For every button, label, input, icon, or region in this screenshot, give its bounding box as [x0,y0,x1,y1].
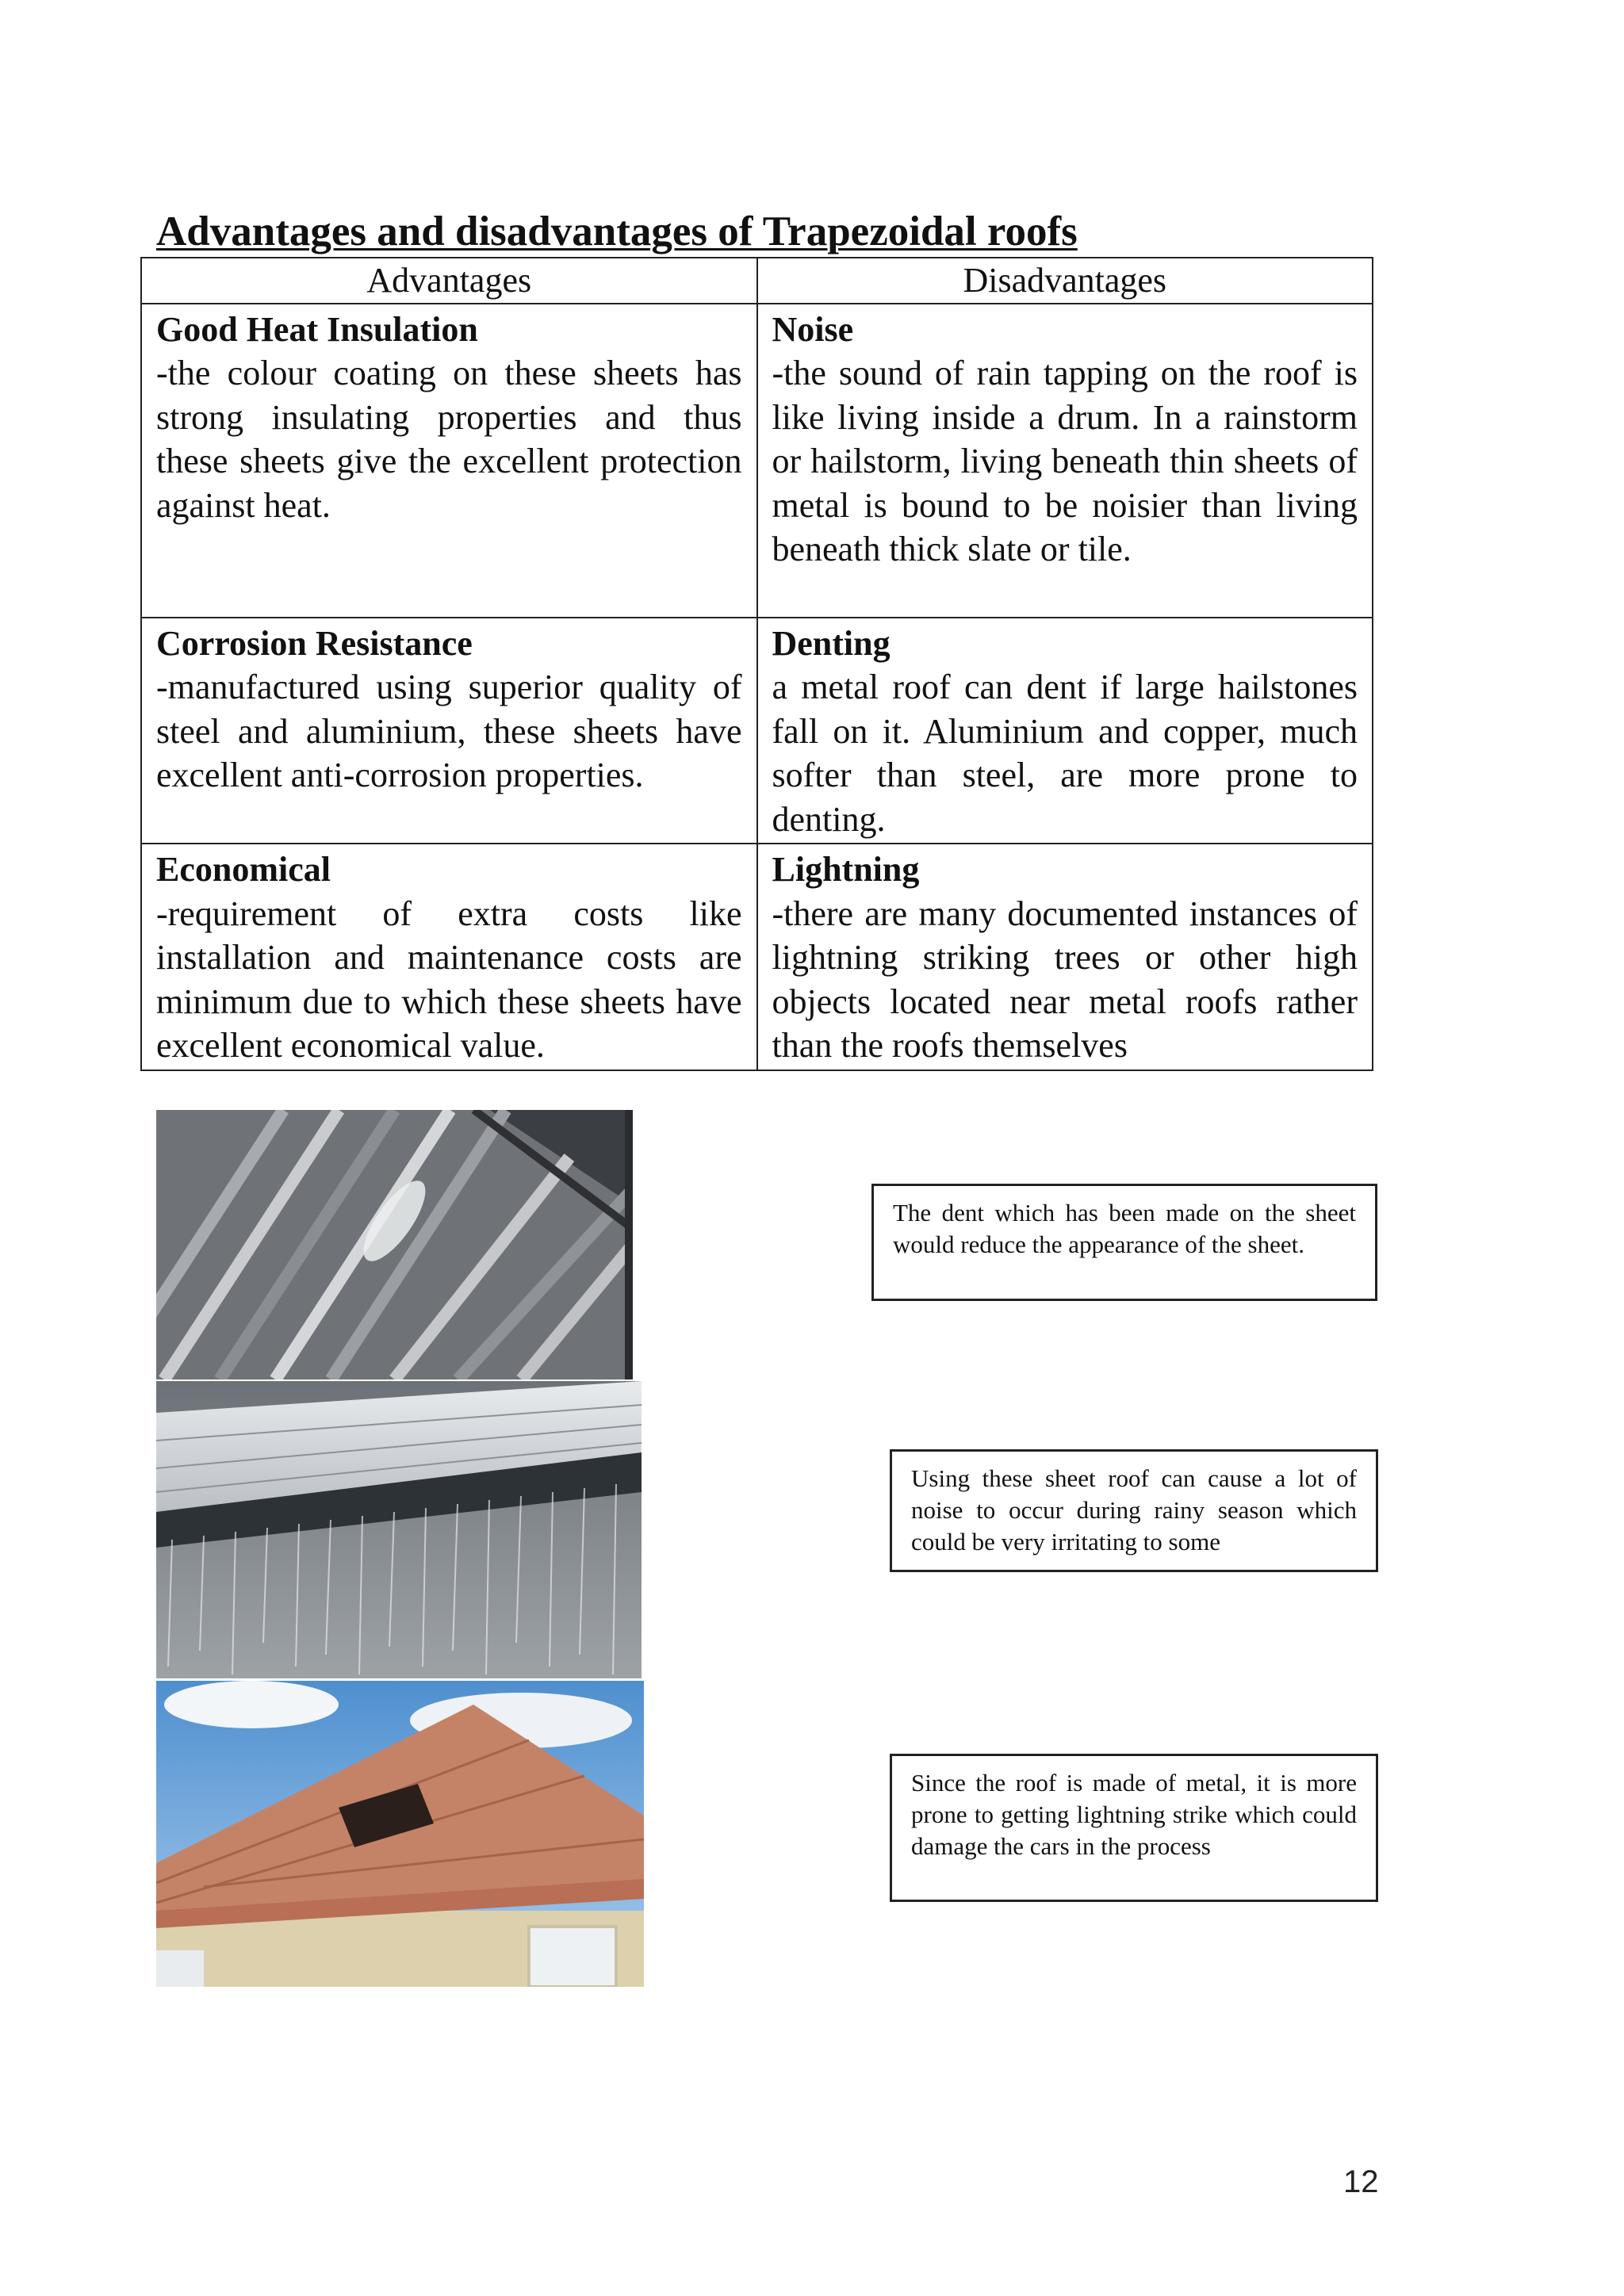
advantage-cell [141,618,757,844]
table-row [141,618,1373,844]
disadvantage-title: Noise [772,309,854,349]
page-title: Advantages and disadvantages of Trapezoidal roofs [156,209,1078,254]
lightning-damaged-roof-photo [156,1681,644,1987]
advantage-text: -requirement of extra costs like installation and maintenance costs are minimum due to which these sheets have excellent economical value. [156,894,742,1065]
table-header-row [141,258,1373,304]
rain-on-roof-photo [156,1381,642,1678]
disadvantage-text: -there are many documented instances of lightning striking trees or other high objects located near metal roofs rather than the roofs themselves [772,894,1358,1065]
advantage-title: Economical [156,850,331,889]
advantage-text: -manufactured using superior quality of steel and aluminium, these sheets have excellent anti-corrosion properties. [156,668,742,794]
advantage-title: Corrosion Resistance [156,623,473,663]
disadvantage-text: -the sound of rain tapping on the roof is like living inside a drum. In a rainstorm or hailstorm, living beneath thin sheets of metal is bound to be noisier than living beneath thick slate or tile. [772,354,1358,568]
advantage-cell [141,304,757,618]
disadvantages-header: Disadvantages [757,258,1373,304]
rain-noise-caption: Using these sheet roof can cause a lot of noise to occur during rainy season which could be very irritating to some [890,1449,1378,1572]
disadvantage-text: a metal roof can dent if large hailstones fall on it. Aluminium and copper, much softer than steel, are more prone to denting. [772,668,1358,839]
disadvantage-cell [757,844,1373,1070]
disadvantage-cell [757,618,1373,844]
advantage-text: -the colour coating on these sheets has strong insulating properties and thus these sheets give the excellent protection against heat. [156,354,742,525]
disadvantage-title: Lightning [772,850,920,889]
table-row [141,304,1373,618]
advantages-header: Advantages [141,258,757,304]
advantage-cell [141,844,757,1070]
advantage-title: Good Heat Insulation [156,309,478,349]
lightning-caption: Since the roof is made of metal, it is more prone to getting lightning strike which could damage the cars in the process [890,1754,1378,1902]
pros-cons-table [140,257,1373,1071]
page-number: 12 [1343,2164,1379,2199]
disadvantage-cell [757,304,1373,618]
disadvantage-title: Denting [772,623,891,663]
dent-caption: The dent which has been made on the sheet would reduce the appearance of the sheet. [871,1184,1377,1301]
dented-sheet-photo [156,1110,633,1380]
table-row [141,844,1373,1070]
